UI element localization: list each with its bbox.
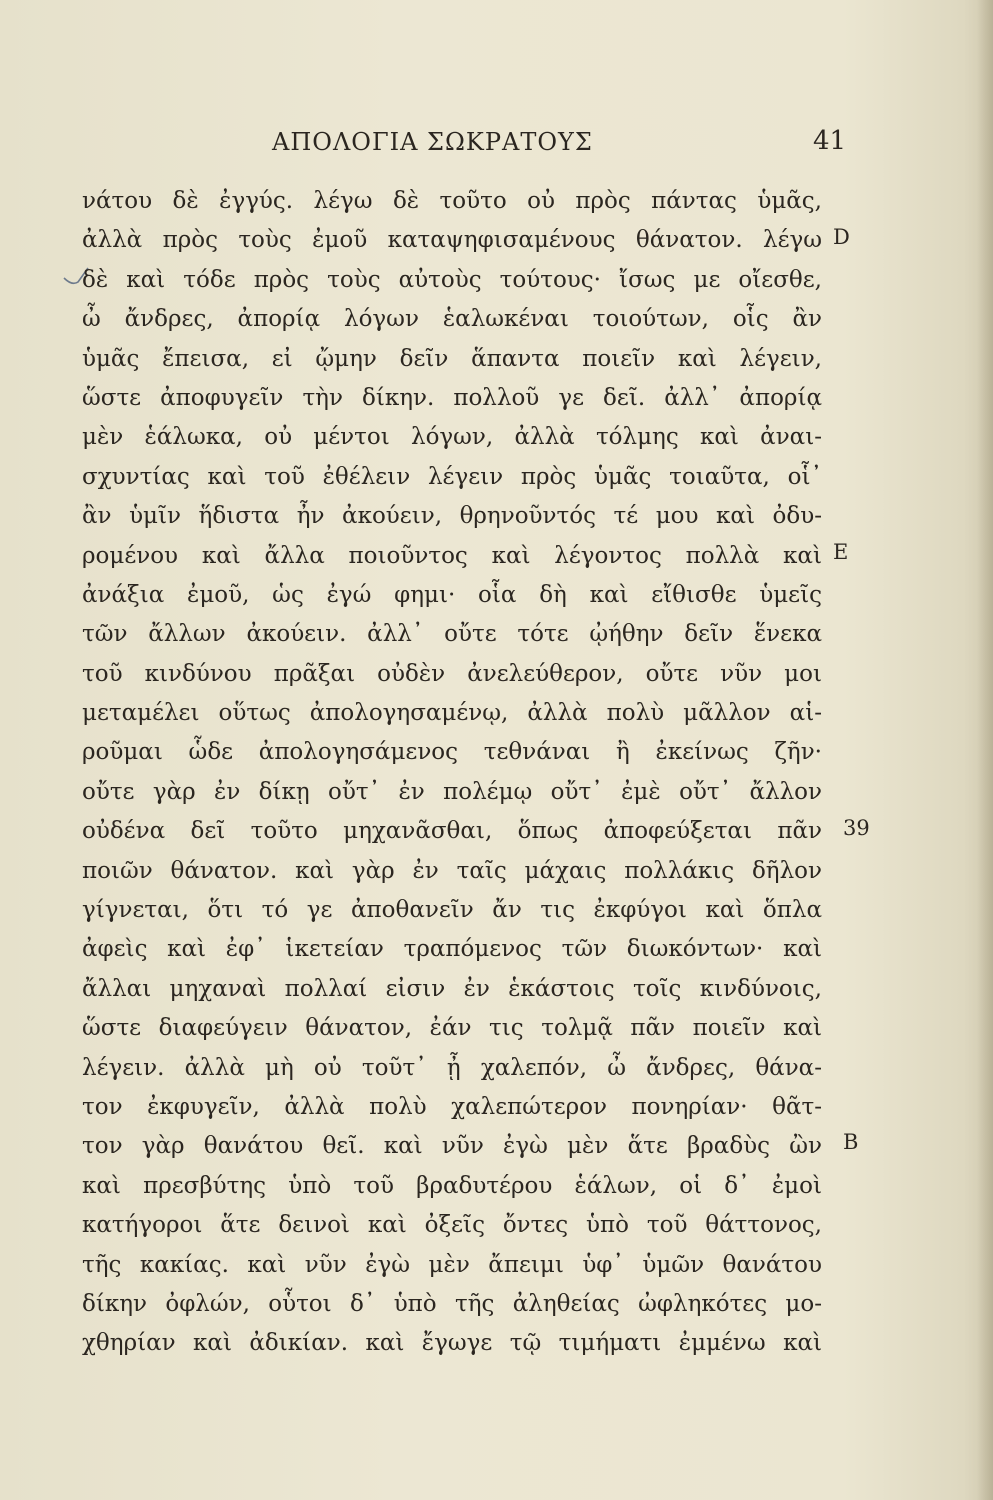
text-line: τοῦ κινδύνου πρᾶξαι οὐδὲν ἀνελεύθερον, οὔτε νῦν μοι [82,660,822,687]
text-line: μὲν ἑάλωκα, οὐ μέντοι λόγων, ἀλλὰ τόλμης καὶ ἀναι- [82,424,822,451]
text-line: ἀνάξια ἐμοῦ, ὡς ἐγώ φημι· οἷα δὴ καὶ εἴθισθε ὑμεῖς [82,581,822,608]
text-line: ροῦμαι ὧδε ἀπολογησάμενος τεθνάναι ἢ ἐκείνως ζῆν· [82,739,822,766]
text-line: ἂν ὑμῖν ἥδιστα ἦν ἀκούειν, θρηνοῦντός τέ μου καὶ ὀδυ- [82,503,822,530]
text-line: ὥστε ἀποφυγεῖν τὴν δίκην. πολλοῦ γε δεῖ. ἀλλ᾿ ἀπορίᾳ [82,384,822,411]
text-line: τῆς κακίας. καὶ νῦν ἐγὼ μὲν ἄπειμι ὑφ᾿ ὑμῶν θανάτου [82,1251,822,1278]
text-line: οὔτε γὰρ ἐν δίκῃ οὔτ᾿ ἐν πολέμῳ οὔτ᾿ ἐμὲ οὔτ᾿ ἄλλον [82,778,822,805]
text-line: τον γὰρ θανάτου θεῖ. καὶ νῦν ἐγὼ μὲν ἅτε βραδὺς ὢν [82,1133,822,1160]
text-line: οὐδένα δεῖ τοῦτο μηχανᾶσθαι, ὅπως ἀποφεύξεται πᾶν [82,818,822,845]
text-line: δὲ καὶ τόδε πρὸς τοὺς αὐτοὺς τούτους· ἴσως με οἴεσθε, [82,266,822,293]
body-text [82,182,822,1364]
text-line: ἄλλαι μηχαναὶ πολλαί εἰσιν ἐν ἑκάστοις τοῖς κινδύνοις, [82,975,822,1002]
text-line: ρομένου καὶ ἄλλα ποιοῦντος καὶ λέγοντος πολλὰ καὶ [82,542,822,569]
text-line: γίγνεται, ὅτι τό γε ἀποθανεῖν ἄν τις ἐκφύγοι καὶ ὅπλα [82,897,822,924]
margin-section-b: B [843,1130,859,1154]
margin-stephanus-39: 39 [843,816,870,840]
text-line: τῶν ἄλλων ἀκούειν. ἀλλ᾿ οὔτε τότε ᾠήθην δεῖν ἕνεκα [82,621,822,648]
margin-section-e: E [833,540,849,564]
page-number: 41 [813,126,847,156]
text-line: κατήγοροι ἅτε δεινοὶ καὶ ὀξεῖς ὄντες ὑπὸ τοῦ θάττονος, [82,1212,822,1239]
text-line: νάτου δὲ ἐγγύς. λέγω δὲ τοῦτο οὐ πρὸς πάντας ὑμᾶς, [82,188,822,214]
text-line: σχυντίας καὶ τοῦ ἐθέλειν λέγειν πρὸς ὑμᾶς τοιαῦτα, οἷ᾿ [82,463,822,490]
text-line: ποιῶν θάνατον. καὶ γὰρ ἐν ταῖς μάχαις πολλάκις δῆλον [82,857,822,884]
text-line: ἀφεὶς καὶ ἐφ᾿ ἱκετείαν τραπόμενος τῶν διωκόντων· καὶ [82,936,822,963]
text-line: μεταμέλει οὕτως ἀπολογησαμένῳ, ἀλλὰ πολὺ μᾶλλον αἱ- [82,700,822,727]
text-line: καὶ πρεσβύτης ὑπὸ τοῦ βραδυτέρου ἑάλων, οἱ δ᾿ ἐμοὶ [82,1172,822,1199]
text-line: δίκην ὀφλών, οὗτοι δ᾿ ὑπὸ τῆς ἀληθείας ὠφληκότες μο- [82,1290,822,1317]
text-line: ὦ ἄνδρες, ἀπορίᾳ λόγων ἑαλωκέναι τοιούτων, οἷς ἂν [82,306,822,333]
text-line: ὥστε διαφεύγειν θάνατον, ἐάν τις τολμᾷ πᾶν ποιεῖν καὶ [82,1015,822,1042]
running-header-title: ΑΠΟΛΟΓΙΑ ΣΩΚΡΑΤΟΥΣ [272,128,593,156]
text-line: λέγειν. ἀλλὰ μὴ οὐ τοῦτ᾿ ᾖ χαλεπόν, ὦ ἄνδρες, θάνα- [82,1054,822,1081]
page-edge-shadow [977,0,993,1500]
text-line: ἀλλὰ πρὸς τοὺς ἐμοῦ καταψηφισαμένους θάνατον. λέγω [82,227,822,254]
margin-section-d: D [833,225,850,249]
text-line: χθηρίαν καὶ ἀδικίαν. καὶ ἔγωγε τῷ τιμήματι ἐμμένω καὶ [82,1330,822,1357]
text-line: ὑμᾶς ἔπεισα, εἰ ᾤμην δεῖν ἅπαντα ποιεῖν καὶ λέγειν, [82,345,822,372]
text-line: τον ἐκφυγεῖν, ἀλλὰ πολὺ χαλεπώτερον πονηρίαν· θᾶτ- [82,1093,822,1120]
